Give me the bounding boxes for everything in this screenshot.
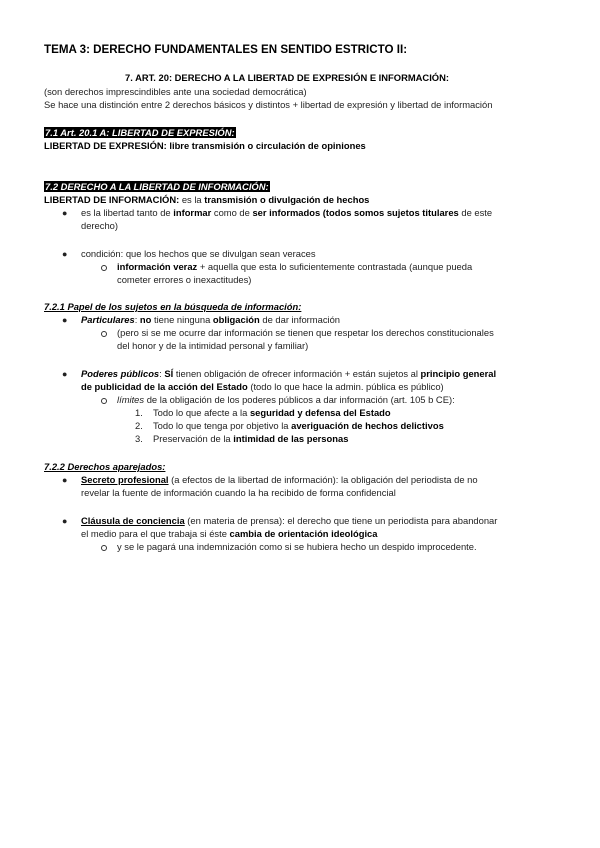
secreto-line-2: revelar la fuente de información cuando la ha recibido de forma confidencial [81,487,396,498]
text-run-bold: Cláusula de conciencia [81,515,185,526]
section-7-2-2-heading: 7.2.2 Derechos aparejados: [44,461,166,472]
text-run: Todo lo que afecte a la [153,407,250,418]
text-run: el medio para el que trabaja si éste [81,528,230,539]
bullet-icon: ● [62,208,68,218]
text-run-bold: cambia de orientación ideológica [229,528,378,539]
text-run-bold: información veraz [117,261,198,272]
text-run: como de [211,207,253,218]
text-run: Preservación de la [153,433,234,444]
text-run-bold: averiguación de hechos delictivos [291,420,444,431]
section-7-2-heading-text: 7.2 DERECHO A LA LIBERTAD DE INFORMACIÓN: [45,181,269,192]
bullet-icon: ● [62,475,68,485]
definition-mid: es la [179,194,205,205]
bullet-icon: ● [62,516,68,526]
text-run: (todo lo que hace la admin. pública es público) [247,381,444,392]
bullet-1-line-2: derecho) [81,220,119,231]
intro-line-2: Se hace una distinción entre 2 derechos básicos y distintos + libertad de expresión y libertad de información [44,99,493,110]
list-item-1 [153,407,391,419]
definition-bold: transmisión o divulgación de hechos [204,194,370,205]
text-run-bold: obligación [212,314,260,325]
poderes-line-1 [81,368,496,380]
text-run-bold: Particulares [81,314,135,325]
bullet-2: condición: que los hechos que se divulgan sean veraces [81,248,316,259]
list-item-3 [153,433,348,445]
section-7-1-definition: LIBERTAD DE EXPRESIÓN: libre transmisión o circulación de opiniones [44,140,366,151]
section-7-2-heading [44,181,270,193]
text-run: : [159,368,165,379]
section-7-2-definition [44,194,369,206]
document-title: TEMA 3: DERECHO FUNDAMENTALES EN SENTIDO ESTRICTO II: [44,43,408,56]
text-run: Todo lo que tenga por objetivo la [153,420,292,431]
secreto-line-1 [81,474,478,486]
text-run-bold: ser informados (todos somos sujetos titulares [252,207,459,218]
limites-line [117,394,455,406]
text-run: de dar información [259,314,341,325]
text-run-bold: de publicidad de la acción del Estado [81,381,248,392]
section-7-1-heading [44,127,236,139]
particulares-sub-line-1: (pero si se me ocurre dar información se tienen que respetar los derechos constitucionales [117,327,494,338]
list-number: 1. [135,407,143,418]
list-number: 3. [135,433,143,444]
bullet-1-line-1 [81,207,492,219]
text-run: : [134,314,140,325]
hollow-bullet-icon [101,265,107,271]
text-run-italic: límites [117,394,145,405]
hollow-bullet-icon [101,331,107,337]
hollow-bullet-icon [101,398,107,404]
text-run-bold: SÍ [164,368,174,379]
intro-line-1: (son derechos imprescindibles ante una sociedad democrática) [44,86,307,97]
poderes-line-2 [81,381,444,393]
text-run: tienen obligación de ofrecer información + están sujetos al [173,368,421,379]
text-run-bold: principio general [420,368,497,379]
hollow-bullet-icon [101,545,107,551]
text-run: de este [458,207,493,218]
particulares-line [81,314,340,326]
list-item-2 [153,420,444,432]
article-heading: 7. ART. 20: DERECHO A LA LIBERTAD DE EXPRESIÓN E INFORMACIÓN: [125,72,449,83]
text-run-bold: informar [173,207,212,218]
section-7-2-1-heading: 7.2.1 Papel de los sujetos en la búsqueda de información: [44,301,302,312]
text-run: es la libertad tanto de [81,207,174,218]
text-run: + aquella que esta lo suficientemente contrastada (aunque pueda [197,261,473,272]
text-run-bold: Secreto profesional [81,474,169,485]
text-run-bold: seguridad y defensa del Estado [249,407,391,418]
definition-label: LIBERTAD DE INFORMACIÓN: [44,194,180,205]
text-run-bold: intimidad de las personas [233,433,349,444]
text-run-bold: Poderes públicos [81,368,160,379]
text-run: de la obligación de los poderes públicos a dar información (art. 105 b CE): [144,394,455,405]
bullet-icon: ● [62,315,68,325]
bullet-2-sub-line-1 [117,261,472,273]
section-7-1-heading-text: 7.1 Art. 20.1 A: LIBERTAD DE EXPRESIÓN: [45,127,235,138]
bullet-icon: ● [62,249,68,259]
particulares-sub-line-2: del honor y de la intimidad personal y familiar) [117,340,309,351]
clausula-sub-line: y se le pagará una indemnización como si se hubiera hecho un despido improcedente. [117,541,477,552]
bullet-2-sub-line-2: cometer errores o inexactitudes) [117,274,252,285]
text-run: (a efectos de la libertad de información): la obligación del periodista de no [168,474,478,485]
text-run: tiene ninguna [151,314,213,325]
list-number: 2. [135,420,143,431]
bullet-icon: ● [62,369,68,379]
text-run: (en materia de prensa): el derecho que tiene un periodista para abandonar [184,515,498,526]
text-run-bold: no [139,314,152,325]
clausula-line-2 [81,528,378,540]
clausula-line-1 [81,515,497,527]
